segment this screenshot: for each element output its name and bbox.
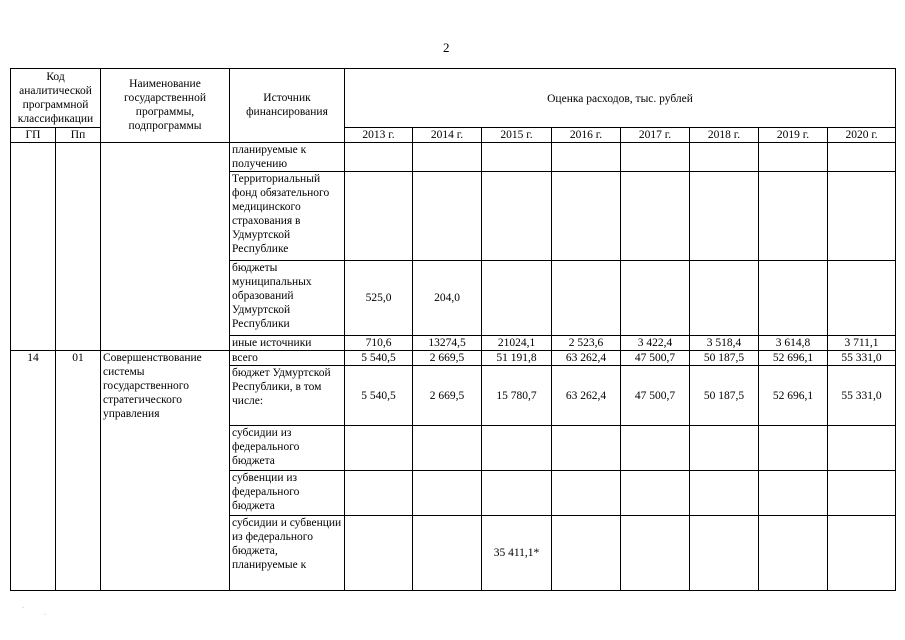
year-header: 2019 г. <box>759 128 828 143</box>
gp-header: ГП <box>11 128 56 143</box>
value-cell <box>621 143 690 172</box>
value-cell <box>552 143 621 172</box>
value-cell <box>759 516 828 591</box>
source-cell: субсидии и субвенции из федерального бюджета, планируемые к <box>230 516 345 591</box>
code-group-header: Код аналитической программной классификации <box>11 69 101 128</box>
pp-header: Пп <box>56 128 101 143</box>
value-cell <box>621 261 690 336</box>
value-cell <box>690 426 759 471</box>
year-header: 2017 г. <box>621 128 690 143</box>
year-header: 2020 г. <box>828 128 896 143</box>
value-cell: 3 422,4 <box>621 336 690 351</box>
value-cell: 63 262,4 <box>552 366 621 426</box>
value-cell: 47 500,7 <box>621 366 690 426</box>
page-number: 2 <box>443 40 450 55</box>
value-cell <box>759 471 828 516</box>
value-cell: 55 331,0 <box>828 351 896 366</box>
source-cell: иные источники <box>230 336 345 351</box>
program-name-cell: Совершенствование системы государственного стратегического управления <box>101 351 230 591</box>
pp-cell <box>56 143 101 351</box>
value-cell <box>621 516 690 591</box>
value-cell <box>621 426 690 471</box>
source-cell: бюджеты муниципальных образований Удмуртской Республики <box>230 261 345 336</box>
value-cell <box>552 172 621 261</box>
gp-cell <box>11 143 56 351</box>
value-cell <box>413 143 482 172</box>
value-cell <box>828 471 896 516</box>
value-cell <box>828 516 896 591</box>
program-name-header: Наименование государственной программы, подпрограммы <box>101 69 230 143</box>
source-cell: всего <box>230 351 345 366</box>
value-cell <box>828 426 896 471</box>
value-cell <box>482 261 552 336</box>
value-cell <box>413 426 482 471</box>
source-cell: субвенции из федерального бюджета <box>230 471 345 516</box>
gp-cell: 14 <box>11 351 56 591</box>
value-cell: 50 187,5 <box>690 351 759 366</box>
value-cell <box>621 471 690 516</box>
value-cell: 13274,5 <box>413 336 482 351</box>
value-cell: 15 780,7 <box>482 366 552 426</box>
value-cell <box>552 261 621 336</box>
value-cell: 50 187,5 <box>690 366 759 426</box>
value-cell <box>552 516 621 591</box>
value-cell <box>759 261 828 336</box>
source-cell: планируемые к получению <box>230 143 345 172</box>
value-cell: 52 696,1 <box>759 351 828 366</box>
estimate-header: Оценка расходов, тыс. рублей <box>345 69 896 128</box>
value-cell <box>552 426 621 471</box>
value-cell: 52 696,1 <box>759 366 828 426</box>
value-cell: 525,0 <box>345 261 413 336</box>
value-cell <box>345 426 413 471</box>
source-header: Источник финансирования <box>230 69 345 143</box>
value-cell: 3 711,1 <box>828 336 896 351</box>
source-cell: Территориальный фонд обязательного медицинского страхования в Удмуртской Республике <box>230 172 345 261</box>
value-cell <box>413 172 482 261</box>
scan-speck: · <box>44 612 46 618</box>
year-header: 2016 г. <box>552 128 621 143</box>
value-cell <box>482 471 552 516</box>
value-cell <box>345 471 413 516</box>
value-cell <box>552 471 621 516</box>
value-cell: 710,6 <box>345 336 413 351</box>
value-cell <box>621 172 690 261</box>
year-header: 2014 г. <box>413 128 482 143</box>
value-cell <box>759 172 828 261</box>
value-cell: 51 191,8 <box>482 351 552 366</box>
value-cell <box>690 471 759 516</box>
header-row <box>11 69 896 128</box>
value-cell <box>690 172 759 261</box>
pp-cell: 01 <box>56 351 101 591</box>
year-header: 2013 г. <box>345 128 413 143</box>
value-cell: 63 262,4 <box>552 351 621 366</box>
value-cell <box>828 143 896 172</box>
value-cell <box>345 172 413 261</box>
value-cell: 3 614,8 <box>759 336 828 351</box>
value-cell <box>828 172 896 261</box>
scan-speck: · <box>22 605 24 611</box>
value-cell <box>345 143 413 172</box>
table-row <box>11 351 896 366</box>
value-cell <box>759 426 828 471</box>
source-cell: субсидии из федерального бюджета <box>230 426 345 471</box>
source-cell: бюджет Удмуртской Республики, в том числе: <box>230 366 345 426</box>
value-cell <box>413 516 482 591</box>
value-cell <box>482 143 552 172</box>
value-cell: 3 518,4 <box>690 336 759 351</box>
value-cell <box>413 471 482 516</box>
value-cell: 47 500,7 <box>621 351 690 366</box>
value-cell: 2 669,5 <box>413 366 482 426</box>
program-name-cell <box>101 143 230 351</box>
value-cell <box>690 143 759 172</box>
value-cell: 35 411,1* <box>482 516 552 591</box>
table-row <box>11 143 896 172</box>
value-cell <box>759 143 828 172</box>
value-cell: 5 540,5 <box>345 351 413 366</box>
value-cell: 21024,1 <box>482 336 552 351</box>
value-cell: 5 540,5 <box>345 366 413 426</box>
value-cell <box>690 516 759 591</box>
value-cell <box>690 261 759 336</box>
value-cell: 2 523,6 <box>552 336 621 351</box>
value-cell: 55 331,0 <box>828 366 896 426</box>
value-cell <box>482 426 552 471</box>
value-cell <box>828 261 896 336</box>
year-header: 2018 г. <box>690 128 759 143</box>
budget-table <box>10 68 896 591</box>
value-cell: 204,0 <box>413 261 482 336</box>
value-cell: 2 669,5 <box>413 351 482 366</box>
year-header: 2015 г. <box>482 128 552 143</box>
value-cell <box>345 516 413 591</box>
value-cell <box>482 172 552 261</box>
